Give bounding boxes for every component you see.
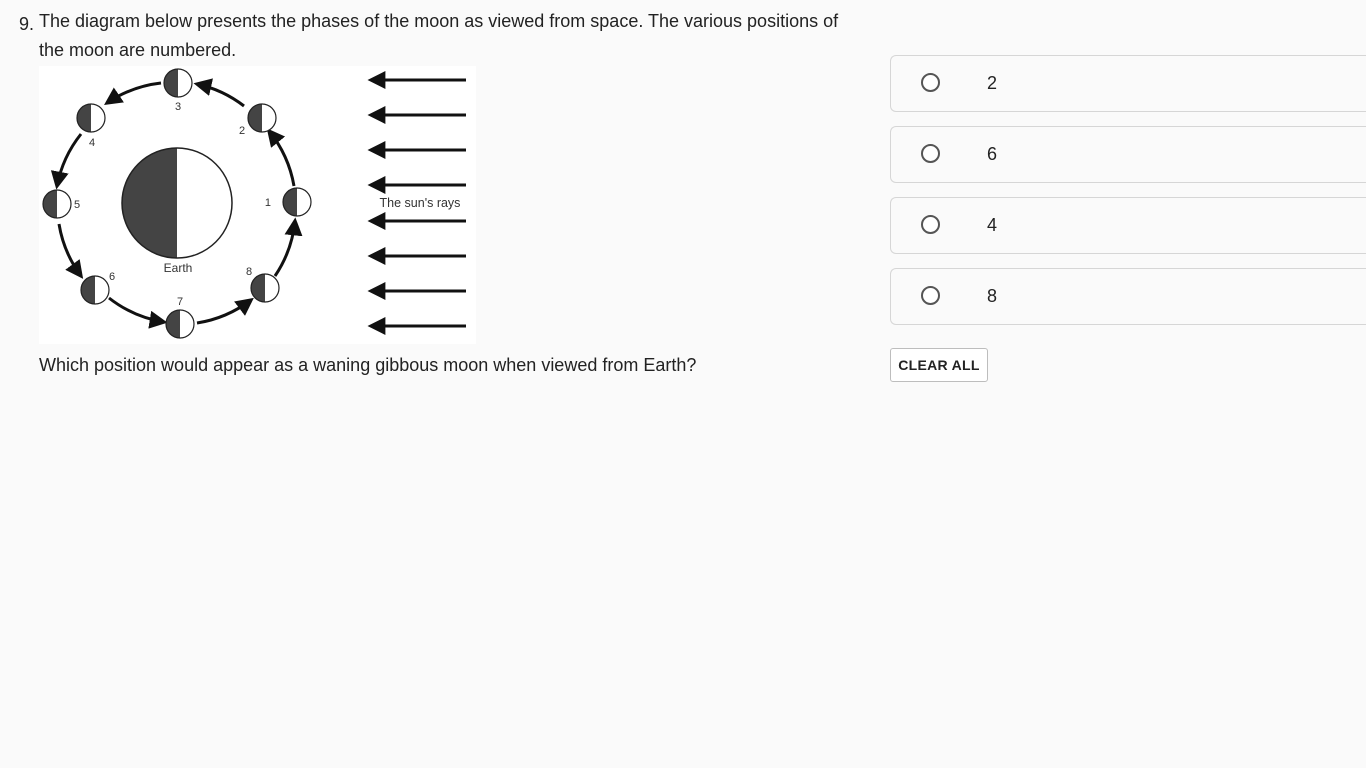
- choice-label: 8: [987, 286, 998, 306]
- choice-option-3[interactable]: [890, 197, 1366, 254]
- choice-option-2[interactable]: [890, 126, 1366, 183]
- choice-option-1[interactable]: [890, 55, 1366, 112]
- moon-phases-diagram: [39, 66, 476, 344]
- position-label-7: 7: [176, 296, 184, 308]
- question-intro: The diagram below presents the phases of the moon as viewed from space. The various positions of the moon are numbered.: [39, 11, 839, 60]
- position-label-1: 1: [264, 197, 271, 209]
- radio-button-icon[interactable]: [921, 286, 940, 305]
- moon-5: [43, 190, 71, 218]
- choice-label: 2: [987, 73, 998, 93]
- radio-button-icon[interactable]: [921, 144, 940, 163]
- moon-4: [77, 104, 105, 132]
- question-prompt: Which position would appear as a waning gibbous moon when viewed from Earth?: [39, 355, 697, 375]
- choice-option-4[interactable]: [890, 268, 1366, 325]
- moon-1: [283, 188, 311, 216]
- answer-choices: [890, 55, 1366, 339]
- moon-6: [81, 276, 109, 304]
- moon-3: [164, 69, 192, 97]
- question-number: 9.: [19, 14, 35, 34]
- moon-8: [251, 274, 279, 302]
- position-label-4: 4: [88, 137, 96, 149]
- position-label-3: 3: [174, 101, 182, 113]
- moon-phases-svg: [39, 66, 476, 344]
- earth-label: Earth: [163, 261, 193, 275]
- radio-button-icon[interactable]: [921, 215, 940, 234]
- moon-7: [166, 310, 194, 338]
- earth-shape: [122, 148, 232, 258]
- position-label-5: 5: [74, 199, 81, 211]
- radio-button-icon[interactable]: [921, 73, 940, 92]
- clear-all-button[interactable]: CLEAR ALL: [890, 348, 988, 382]
- position-label-2: 2: [238, 125, 246, 137]
- sun-rays-label: The sun's rays: [379, 196, 461, 210]
- choice-label: 6: [987, 144, 998, 164]
- moon-2: [248, 104, 276, 132]
- position-label-6: 6: [108, 271, 116, 283]
- position-label-8: 8: [245, 266, 253, 278]
- choice-label: 4: [987, 215, 998, 235]
